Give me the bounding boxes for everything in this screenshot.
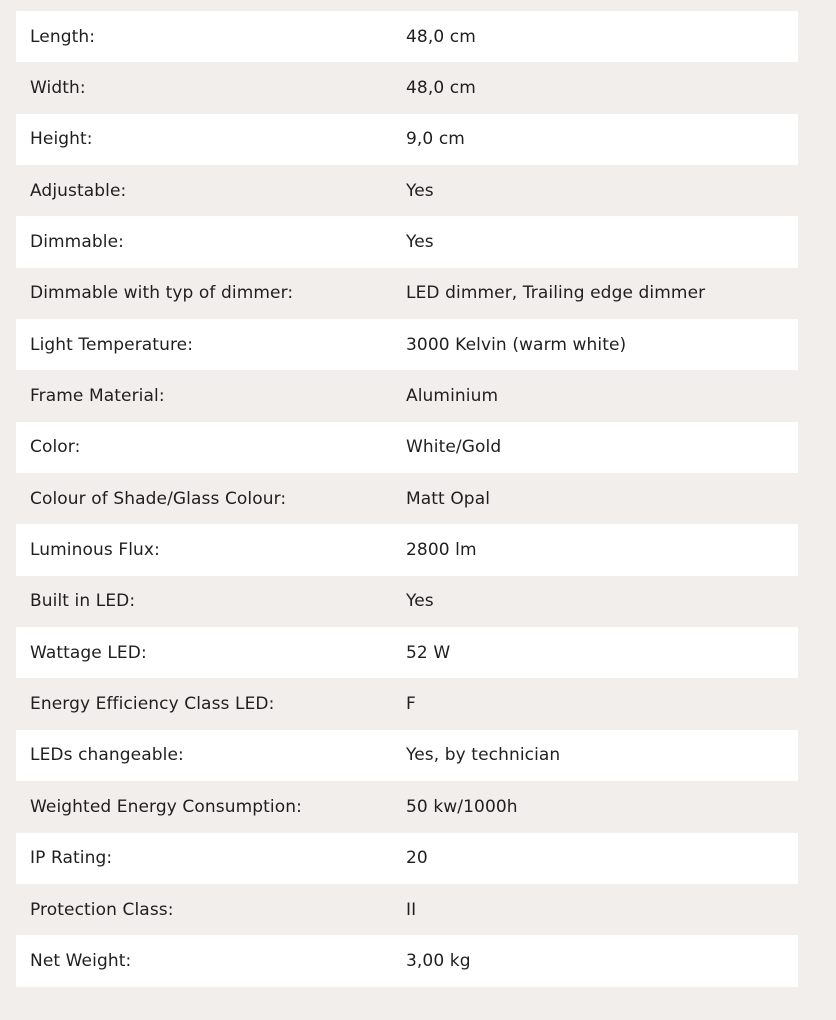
spec-row-built-in-led — [16, 576, 798, 627]
spec-row-length — [16, 11, 798, 62]
spec-row-shade-colour — [16, 473, 798, 524]
spec-value: Aluminium — [406, 386, 499, 407]
spec-row-protection-class — [16, 884, 798, 935]
spec-label: Luminous Flux: — [30, 540, 160, 561]
spec-value: 3,00 kg — [406, 950, 471, 971]
spec-label: Length: — [30, 26, 96, 47]
spec-value: Yes, by technician — [406, 745, 561, 766]
spec-row-adjustable — [16, 165, 798, 216]
spec-label: IP Rating: — [30, 848, 113, 869]
spec-value: Yes — [406, 180, 434, 201]
spec-label: Energy Efficiency Class LED: — [30, 694, 275, 715]
spec-value: F — [406, 694, 416, 715]
spec-label: Adjustable: — [30, 180, 127, 201]
spec-value: 48,0 cm — [406, 26, 476, 47]
spec-label: Wattage LED: — [30, 642, 147, 663]
spec-label: Width: — [30, 78, 86, 99]
spec-value: 2800 lm — [406, 540, 477, 561]
spec-value: 52 W — [406, 642, 451, 663]
spec-row-ip-rating — [16, 833, 798, 884]
spec-label: Height: — [30, 129, 93, 150]
specification-table — [16, 11, 798, 987]
spec-label: LEDs changeable: — [30, 745, 184, 766]
spec-label: Frame Material: — [30, 386, 165, 407]
spec-value: 20 — [406, 848, 428, 869]
spec-row-energy-class — [16, 678, 798, 729]
spec-row-width — [16, 62, 798, 113]
spec-row-height — [16, 114, 798, 165]
spec-value: 50 kw/1000h — [406, 796, 518, 817]
spec-value: Matt Opal — [406, 488, 491, 509]
spec-value: White/Gold — [406, 437, 502, 458]
spec-row-luminous-flux — [16, 524, 798, 575]
spec-label: Weighted Energy Consumption: — [30, 796, 302, 817]
spec-value: 3000 Kelvin (warm white) — [406, 334, 627, 355]
spec-label: Dimmable with typ of dimmer: — [30, 283, 294, 304]
spec-row-frame-material — [16, 370, 798, 421]
spec-label: Light Temperature: — [30, 334, 194, 355]
spec-row-light-temperature — [16, 319, 798, 370]
spec-row-net-weight — [16, 935, 798, 986]
spec-label: Net Weight: — [30, 950, 132, 971]
spec-label: Color: — [30, 437, 81, 458]
spec-row-color — [16, 422, 798, 473]
spec-row-dimmer-type — [16, 268, 798, 319]
spec-label: Protection Class: — [30, 899, 174, 920]
spec-value: Yes — [406, 232, 434, 253]
spec-value: Yes — [406, 591, 434, 612]
spec-value: LED dimmer, Trailing edge dimmer — [406, 283, 706, 304]
spec-label: Colour of Shade/Glass Colour: — [30, 488, 287, 509]
spec-label: Dimmable: — [30, 232, 124, 253]
spec-value: 9,0 cm — [406, 129, 465, 150]
spec-row-dimmable — [16, 216, 798, 267]
spec-row-energy-consumption — [16, 781, 798, 832]
spec-value: 48,0 cm — [406, 78, 476, 99]
spec-row-leds-changeable — [16, 730, 798, 781]
spec-label: Built in LED: — [30, 591, 136, 612]
spec-row-wattage-led — [16, 627, 798, 678]
spec-value: II — [406, 899, 417, 920]
